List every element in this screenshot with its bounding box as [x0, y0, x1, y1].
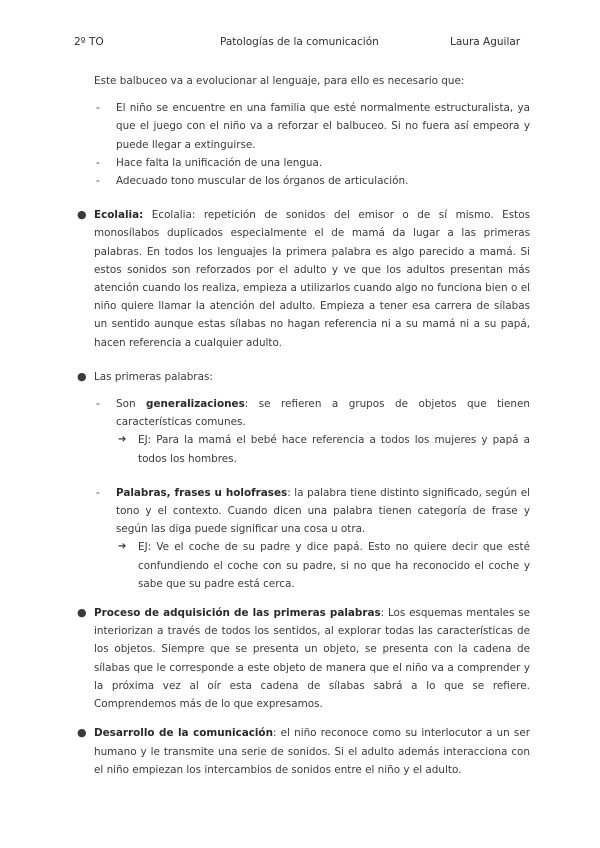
- primeras-palabras-heading: [74, 368, 530, 386]
- gen-term: generalizaciones: [146, 398, 245, 411]
- proceso-section: [74, 604, 530, 713]
- generalizaciones-item: [74, 395, 530, 431]
- holo-example-text: EJ: Ve el coche de su padre y dice papá. Esto no quiere decir que esté confundiendo el coche con su padre, si no que ha reconocido el coche y sabe que su padre está cerca.: [138, 541, 530, 590]
- header-author: Laura Aguilar: [450, 36, 521, 48]
- desarrollo-text: : el niño reconoce como su interlocutor a un ser humano y le transmite una serie de sonidos. Si el adulto además interacciona con el niño empiezan los intercambios de sonidos entre el niño y el adulto.: [94, 727, 530, 776]
- document-body: [74, 72, 530, 779]
- desarrollo-section: [74, 724, 530, 779]
- bullet-icon: ●: [77, 369, 87, 383]
- proceso-text: : Los esquemas mentales se interiorizan a través de todos los sentidos, al explorar todas las características de los objetos. Siempre que se presenta un objeto, se presenta con la cadena de sílabas que le corresponde a este objeto de manera que el niño va a comprender y la próxima vez al oír esta cadena de sílabas sabrá a lo que se refiere. Comprendemos más de lo que expresamos.: [94, 607, 530, 711]
- bullet-icon: ●: [77, 606, 87, 620]
- bullet-icon: ●: [77, 726, 87, 740]
- gen-example: [74, 431, 530, 467]
- bullet-icon: ●: [77, 208, 87, 222]
- ecolalia-term: Ecolalia:: [94, 209, 144, 222]
- ecolalia-text: Ecolalia: repetición de sonidos del emisor o de sí mismo. Estos monosílabos duplicados especialmente el de mamá da lugar a las primeras palabras. En todos los lenguajes la primera palabra es algo parecido a mamá. Si estos sonidos son reforzados por el adulto y ve que los adultos presentan más atención cuando los realiza, empieza a utilizarlos cuando algo no funciona bien o el niño quiere llamar la atención del adulto. Empieza a tener esa carrera de sílabas un sentido aunque estas sílabas no hagan referencia ni a su mamá ni a su papá, hacen referencia a cualquier adulto.: [94, 209, 530, 349]
- arrow-icon: ➔: [118, 541, 127, 553]
- holo-text: : la palabra tiene distinto significado, según el tono y el contexto. Cuando dicen una palabra tienen categoría de frase y según las diga puede significar una cosa u otra.: [116, 486, 530, 536]
- ecolalia-section: [74, 206, 530, 352]
- arrow-icon: ➔: [118, 434, 127, 446]
- intro-item: - Hace falta la unificación de una lengua.: [74, 154, 530, 172]
- intro-paragraph: Este balbuceo va a evolucionar al lenguaje, para ello es necesario que:: [94, 75, 465, 87]
- page-header: [74, 36, 534, 52]
- header-course: 2º TO: [74, 36, 104, 48]
- desarrollo-term: Desarrollo de la comunicación: [94, 727, 273, 740]
- holofrases-item: [74, 484, 530, 539]
- primeras-title: Las primeras palabras:: [94, 370, 213, 383]
- holo-term: Palabras, frases u holofrases: [116, 486, 288, 499]
- holo-example: [74, 538, 530, 593]
- header-subject: Patologías de la comunicación: [220, 36, 379, 48]
- intro-item: - El niño se encuentre en una familia que esté normalmente estructuralista, ya que el juego con el niño va a reforzar el balbuceo. Si no fuera así empeora y puede llegar a extinguirse.: [74, 99, 530, 154]
- proceso-term: Proceso de adquisición de las primeras palabras: [94, 607, 381, 620]
- gen-text: : se refieren a grupos de objetos que tienen características comunes.: [116, 398, 530, 429]
- intro-item: - Adecuado tono muscular de los órganos de articulación.: [74, 172, 530, 190]
- gen-example-text: EJ: Para la mamá el bebé hace referencia a todos los mujeres y papá a todos los hombres.: [138, 434, 530, 465]
- gen-pre: Son: [116, 398, 147, 411]
